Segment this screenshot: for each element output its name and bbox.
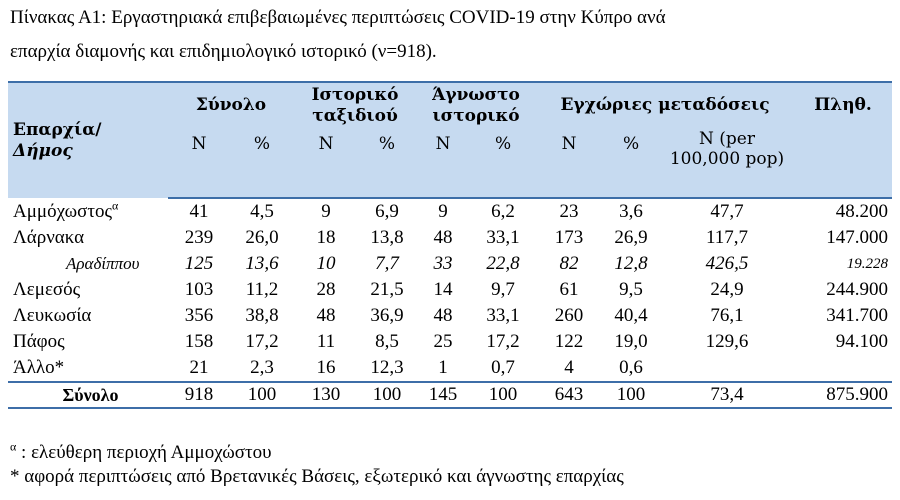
cell-local-n: 260: [554, 305, 584, 326]
row-name: Λάρνακα: [13, 227, 85, 248]
cell-per100k: 426,5: [705, 253, 749, 274]
cell-total-n: 21: [189, 357, 209, 378]
header-district-line2: Δήμος: [13, 140, 73, 161]
covid-cases-table: [8, 81, 892, 409]
footnote-mark: α: [112, 198, 119, 213]
table-caption-line1: Πίνακας Α1: Εργαστηριακά επιβεβαιωμένες περιπτώσεις COVID-19 στην Κύπρο ανά: [10, 7, 666, 28]
cell-total-n: 158: [184, 331, 214, 352]
cell-travel-pct: 12,3: [370, 357, 404, 378]
table-row: [8, 225, 892, 251]
cell-total-pct: 38,8: [245, 305, 279, 326]
cell-unknown-n: 25: [433, 331, 453, 352]
cell-unknown-pct: 33,1: [486, 227, 520, 248]
cell-total-n: 103: [184, 279, 214, 300]
row-name: Λευκωσία: [13, 305, 92, 326]
cell-travel-pct: 7,7: [375, 253, 399, 274]
header-population: Πληθ.: [794, 82, 892, 127]
cell-unknown-pct: 17,2: [486, 331, 520, 352]
cell-travel-pct: 6,9: [375, 201, 399, 222]
cell-local-pct: 9,5: [619, 279, 643, 300]
cell-local-pct: 40,4: [614, 305, 648, 326]
table-row: [8, 277, 892, 303]
cell-unknown-n: 14: [433, 279, 453, 300]
cell-per100k: 47,7: [710, 201, 744, 222]
cell-total-n: 239: [184, 227, 214, 248]
cell-per100k: 24,9: [710, 279, 744, 300]
table-row: [8, 355, 892, 382]
row-name: Αραδίππου: [66, 254, 140, 273]
header-travel: [294, 82, 416, 127]
cell-per100k: 76,1: [710, 305, 744, 326]
header-unknown-line2: ιστορικό: [432, 106, 520, 126]
total-unknown-pct: 100: [470, 382, 536, 408]
cell-local-n: 82: [559, 253, 579, 274]
cell-total-pct: 4,5: [250, 201, 274, 222]
footnote-a-text: : ελεύθερη περιοχή Αμμοχώστου: [16, 442, 272, 463]
total-local-pct: 100: [602, 382, 660, 408]
total-total-n: 918: [168, 382, 230, 408]
cell-per100k: [660, 355, 794, 382]
cell-total-pct: 11,2: [245, 279, 279, 300]
cell-total-n: 356: [184, 305, 214, 326]
cell-total-pct: 13,6: [245, 253, 279, 274]
cell-travel-n: 10: [316, 253, 336, 274]
total-row-name: Σύνολο: [8, 382, 168, 408]
cell-travel-n: 11: [316, 331, 336, 352]
cell-population: 94.100: [835, 331, 889, 352]
header-per100k: [660, 127, 794, 198]
header-local-n: N: [536, 127, 602, 198]
footnote-a-mark: α: [10, 439, 17, 454]
total-per100k: 73,4: [660, 382, 794, 408]
table-row: [8, 329, 892, 355]
header-per100k-line2: 100,000 pop): [669, 149, 785, 169]
header-district: [8, 82, 168, 198]
cell-local-pct: 19,0: [614, 331, 648, 352]
row-name: Άλλο*: [13, 357, 65, 378]
header-unknown-line1: Άγνωστο: [432, 85, 520, 105]
cell-unknown-pct: 9,7: [491, 279, 515, 300]
row-name: Λεμεσός: [13, 279, 81, 300]
cell-travel-n: 9: [321, 201, 331, 222]
cell-travel-n: 16: [316, 357, 336, 378]
cell-total-pct: 2,3: [250, 357, 274, 378]
cell-travel-n: 28: [316, 279, 336, 300]
header-per100k-line1: N (per: [699, 129, 755, 149]
cell-population: 341.700: [826, 305, 889, 326]
cell-unknown-pct: 6,2: [491, 201, 515, 222]
cell-local-n: 4: [564, 357, 574, 378]
cell-unknown-n: 1: [438, 357, 448, 378]
total-unknown-n: 145: [416, 382, 470, 408]
table-row: [8, 303, 892, 329]
cell-travel-n: 18: [316, 227, 336, 248]
row-name: Αμμόχωστος$^\alpha$: [13, 198, 119, 222]
total-local-n: 643: [536, 382, 602, 408]
cell-local-pct: 3,6: [619, 201, 643, 222]
cell-population: 244.900: [826, 279, 889, 300]
header-total-pct: %: [230, 127, 294, 198]
table-total-row: [8, 382, 892, 408]
cell-unknown-n: 48: [433, 227, 453, 248]
cell-local-n: 173: [554, 227, 584, 248]
cell-unknown-pct: 22,8: [486, 253, 520, 274]
cell-population: 147.000: [826, 227, 889, 248]
cell-travel-pct: 8,5: [375, 331, 399, 352]
header-travel-n: N: [294, 127, 358, 198]
cell-local-n: 61: [559, 279, 579, 300]
cell-travel-pct: 13,8: [370, 227, 404, 248]
table-caption-line2: επαρχία διαμονής και επιδημιολογικό ιστορικό (ν=918).: [10, 41, 437, 62]
cell-unknown-n: 33: [433, 253, 453, 274]
header-travel-line2: ταξιδιού: [312, 106, 398, 126]
header-district-line1: Επαρχία/: [13, 119, 102, 140]
header-total: Σύνολο: [168, 82, 294, 127]
cell-travel-pct: 21,5: [370, 279, 404, 300]
table-row: [8, 198, 892, 225]
total-travel-pct: 100: [358, 382, 416, 408]
header-total-n: N: [168, 127, 230, 198]
header-local: Εγχώριες μεταδόσεις: [536, 82, 794, 127]
header-unknown-pct: %: [470, 127, 536, 198]
cell-travel-n: 48: [316, 305, 336, 326]
footnote-star: * αφορά περιπτώσεις από Βρετανικές Βάσεις, εξωτερικό και άγνωστης επαρχίας: [10, 466, 624, 487]
footnote-a: [10, 439, 272, 464]
cell-population: 48.200: [835, 201, 889, 222]
cell-local-pct: 26,9: [614, 227, 648, 248]
header-travel-line1: Ιστορικό: [311, 85, 399, 105]
header-unknown-n: N: [416, 127, 470, 198]
cell-population: [794, 355, 892, 382]
cell-unknown-pct: 33,1: [486, 305, 520, 326]
cell-unknown-n: 48: [433, 305, 453, 326]
header-local-pct: %: [602, 127, 660, 198]
cell-local-pct: 0,6: [619, 357, 643, 378]
total-population: 875.900: [794, 382, 892, 408]
cell-local-pct: 12,8: [614, 253, 648, 274]
header-travel-pct: %: [358, 127, 416, 198]
cell-local-n: 122: [554, 331, 584, 352]
cell-unknown-n: 9: [438, 201, 448, 222]
header-unknown: [416, 82, 536, 127]
total-total-pct: 100: [230, 382, 294, 408]
table-row-sub: [8, 251, 892, 277]
cell-total-pct: 26,0: [245, 227, 279, 248]
row-name: Πάφος: [13, 331, 65, 352]
cell-per100k: 129,6: [705, 331, 749, 352]
cell-total-pct: 17,2: [245, 331, 279, 352]
cell-population: 19.228: [846, 256, 889, 272]
cell-total-n: 41: [189, 201, 209, 222]
cell-total-n: 125: [184, 253, 214, 274]
cell-travel-pct: 36,9: [370, 305, 404, 326]
header-population-empty: [794, 127, 892, 198]
cell-unknown-pct: 0,7: [491, 357, 515, 378]
total-travel-n: 130: [294, 382, 358, 408]
cell-per100k: 117,7: [705, 227, 749, 248]
cell-local-n: 23: [559, 201, 579, 222]
